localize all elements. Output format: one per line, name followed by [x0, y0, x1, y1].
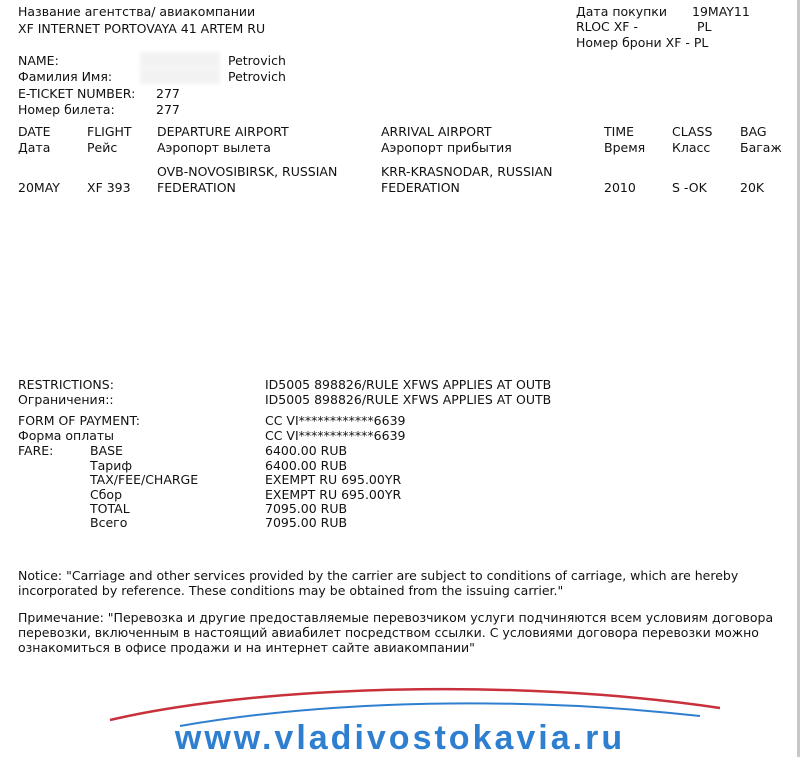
fare-tax-label: TAX/FEE/CHARGE	[90, 472, 199, 487]
header-time: TIME	[604, 124, 635, 139]
fare-total-label: TOTAL	[90, 501, 130, 516]
booking-label: Номер брони XF - PL	[576, 35, 709, 50]
header-arrival: ARRIVAL AIRPORT	[381, 124, 492, 139]
fare-base-label: BASE	[90, 443, 123, 458]
name-value: Petrovich	[228, 53, 286, 68]
redaction-mark	[140, 52, 220, 68]
redaction-mark	[140, 68, 220, 84]
restrictions-label-ru: Ограничения::	[18, 392, 114, 407]
ticket-value: 277	[156, 86, 180, 101]
restrictions-value: ID5005 898826/RULE XFWS APPLIES AT OUTB	[265, 377, 552, 392]
fare-base-value-ru: 6400.00 RUB	[265, 458, 348, 473]
arrival-airport-line2: FEDERATION	[381, 180, 460, 195]
restrictions-label: RESTRICTIONS:	[18, 377, 114, 392]
header-class: CLASS	[672, 124, 713, 139]
fare-total-label-ru: Всего	[90, 515, 128, 530]
fare-base-label-ru: Тариф	[90, 458, 133, 473]
rloc-label: RLOC XF -	[576, 19, 638, 34]
rloc-value: PL	[697, 19, 712, 34]
ticket-label: E-TICKET NUMBER:	[18, 86, 136, 101]
header-class-ru: Класс	[672, 140, 711, 155]
departure-airport-line2: FEDERATION	[157, 180, 236, 195]
fare-tax-label-ru: Сбор	[90, 487, 123, 502]
flight-class: S -OK	[672, 180, 707, 195]
flight-time: 2010	[604, 180, 636, 195]
restrictions-value-ru: ID5005 898826/RULE XFWS APPLIES AT OUTB	[265, 392, 552, 407]
header-flight: FLIGHT	[87, 124, 132, 139]
ticket-value-ru: 277	[156, 102, 180, 117]
name-label-ru: Фамилия Имя:	[18, 69, 113, 84]
payment-label-ru: Форма оплаты	[18, 428, 115, 443]
agency-label: Название агентства/ авиакомпании	[18, 4, 256, 19]
name-label: NAME:	[18, 53, 59, 68]
payment-value: CC VI************6639	[265, 413, 406, 428]
fare-tax-value: EXEMPT RU 695.00YR	[265, 472, 402, 487]
header-flight-ru: Рейс	[87, 140, 118, 155]
fare-label: FARE:	[18, 443, 54, 458]
fare-total-value-ru: 7095.00 RUB	[265, 515, 348, 530]
agency-value: XF INTERNET PORTOVAYA 41 ARTEM RU	[18, 21, 266, 36]
flight-bag: 20K	[740, 180, 765, 195]
airline-website[interactable]: www.vladivostokavia.ru	[174, 719, 626, 757]
departure-airport-line1: OVB-NOVOSIBIRSK, RUSSIAN	[157, 164, 338, 179]
purchase-date-label: Дата покупки	[576, 4, 667, 19]
payment-value-ru: CC VI************6639	[265, 428, 406, 443]
purchase-date-value: 19MAY11	[692, 4, 750, 19]
arrival-airport-line1: KRR-KRASNODAR, RUSSIAN	[381, 164, 553, 179]
header-bag-ru: Багаж	[740, 140, 782, 155]
payment-label: FORM OF PAYMENT:	[18, 413, 140, 428]
header-time-ru: Время	[604, 140, 646, 155]
name-value-ru: Petrovich	[228, 69, 286, 84]
header-departure: DEPARTURE AIRPORT	[157, 124, 289, 139]
header-date: DATE	[18, 124, 51, 139]
flight-date: 20MAY	[18, 180, 60, 195]
header-date-ru: Дата	[18, 140, 51, 155]
ticket-label-ru: Номер билета:	[18, 102, 115, 117]
header-arrival-ru: Аэропорт прибытия	[381, 140, 512, 155]
header-departure-ru: Аэропорт вылета	[157, 140, 271, 155]
header-bag: BAG	[740, 124, 767, 139]
flight-number: XF 393	[87, 180, 131, 195]
notice-en: Notice: "Carriage and other services provided by the carrier are subject to conditions of carriage, which are hereby incorporated by reference. These conditions may be obtained from the issuing carrier."	[18, 568, 739, 598]
fare-base-value: 6400.00 RUB	[265, 443, 348, 458]
fare-total-value: 7095.00 RUB	[265, 501, 348, 516]
fare-tax-value-ru: EXEMPT RU 695.00YR	[265, 487, 402, 502]
notice-ru: Примечание: "Перевозка и другие предоставляемые перевозчиком услуги подчиняются всем условиям договора перевозки, включенным в настоящий авиабилет посредством ссылки. С условиями договора перевозки можно ознакомиться в офисе продажи и на интернет сайте авиакомпании"	[18, 610, 774, 655]
